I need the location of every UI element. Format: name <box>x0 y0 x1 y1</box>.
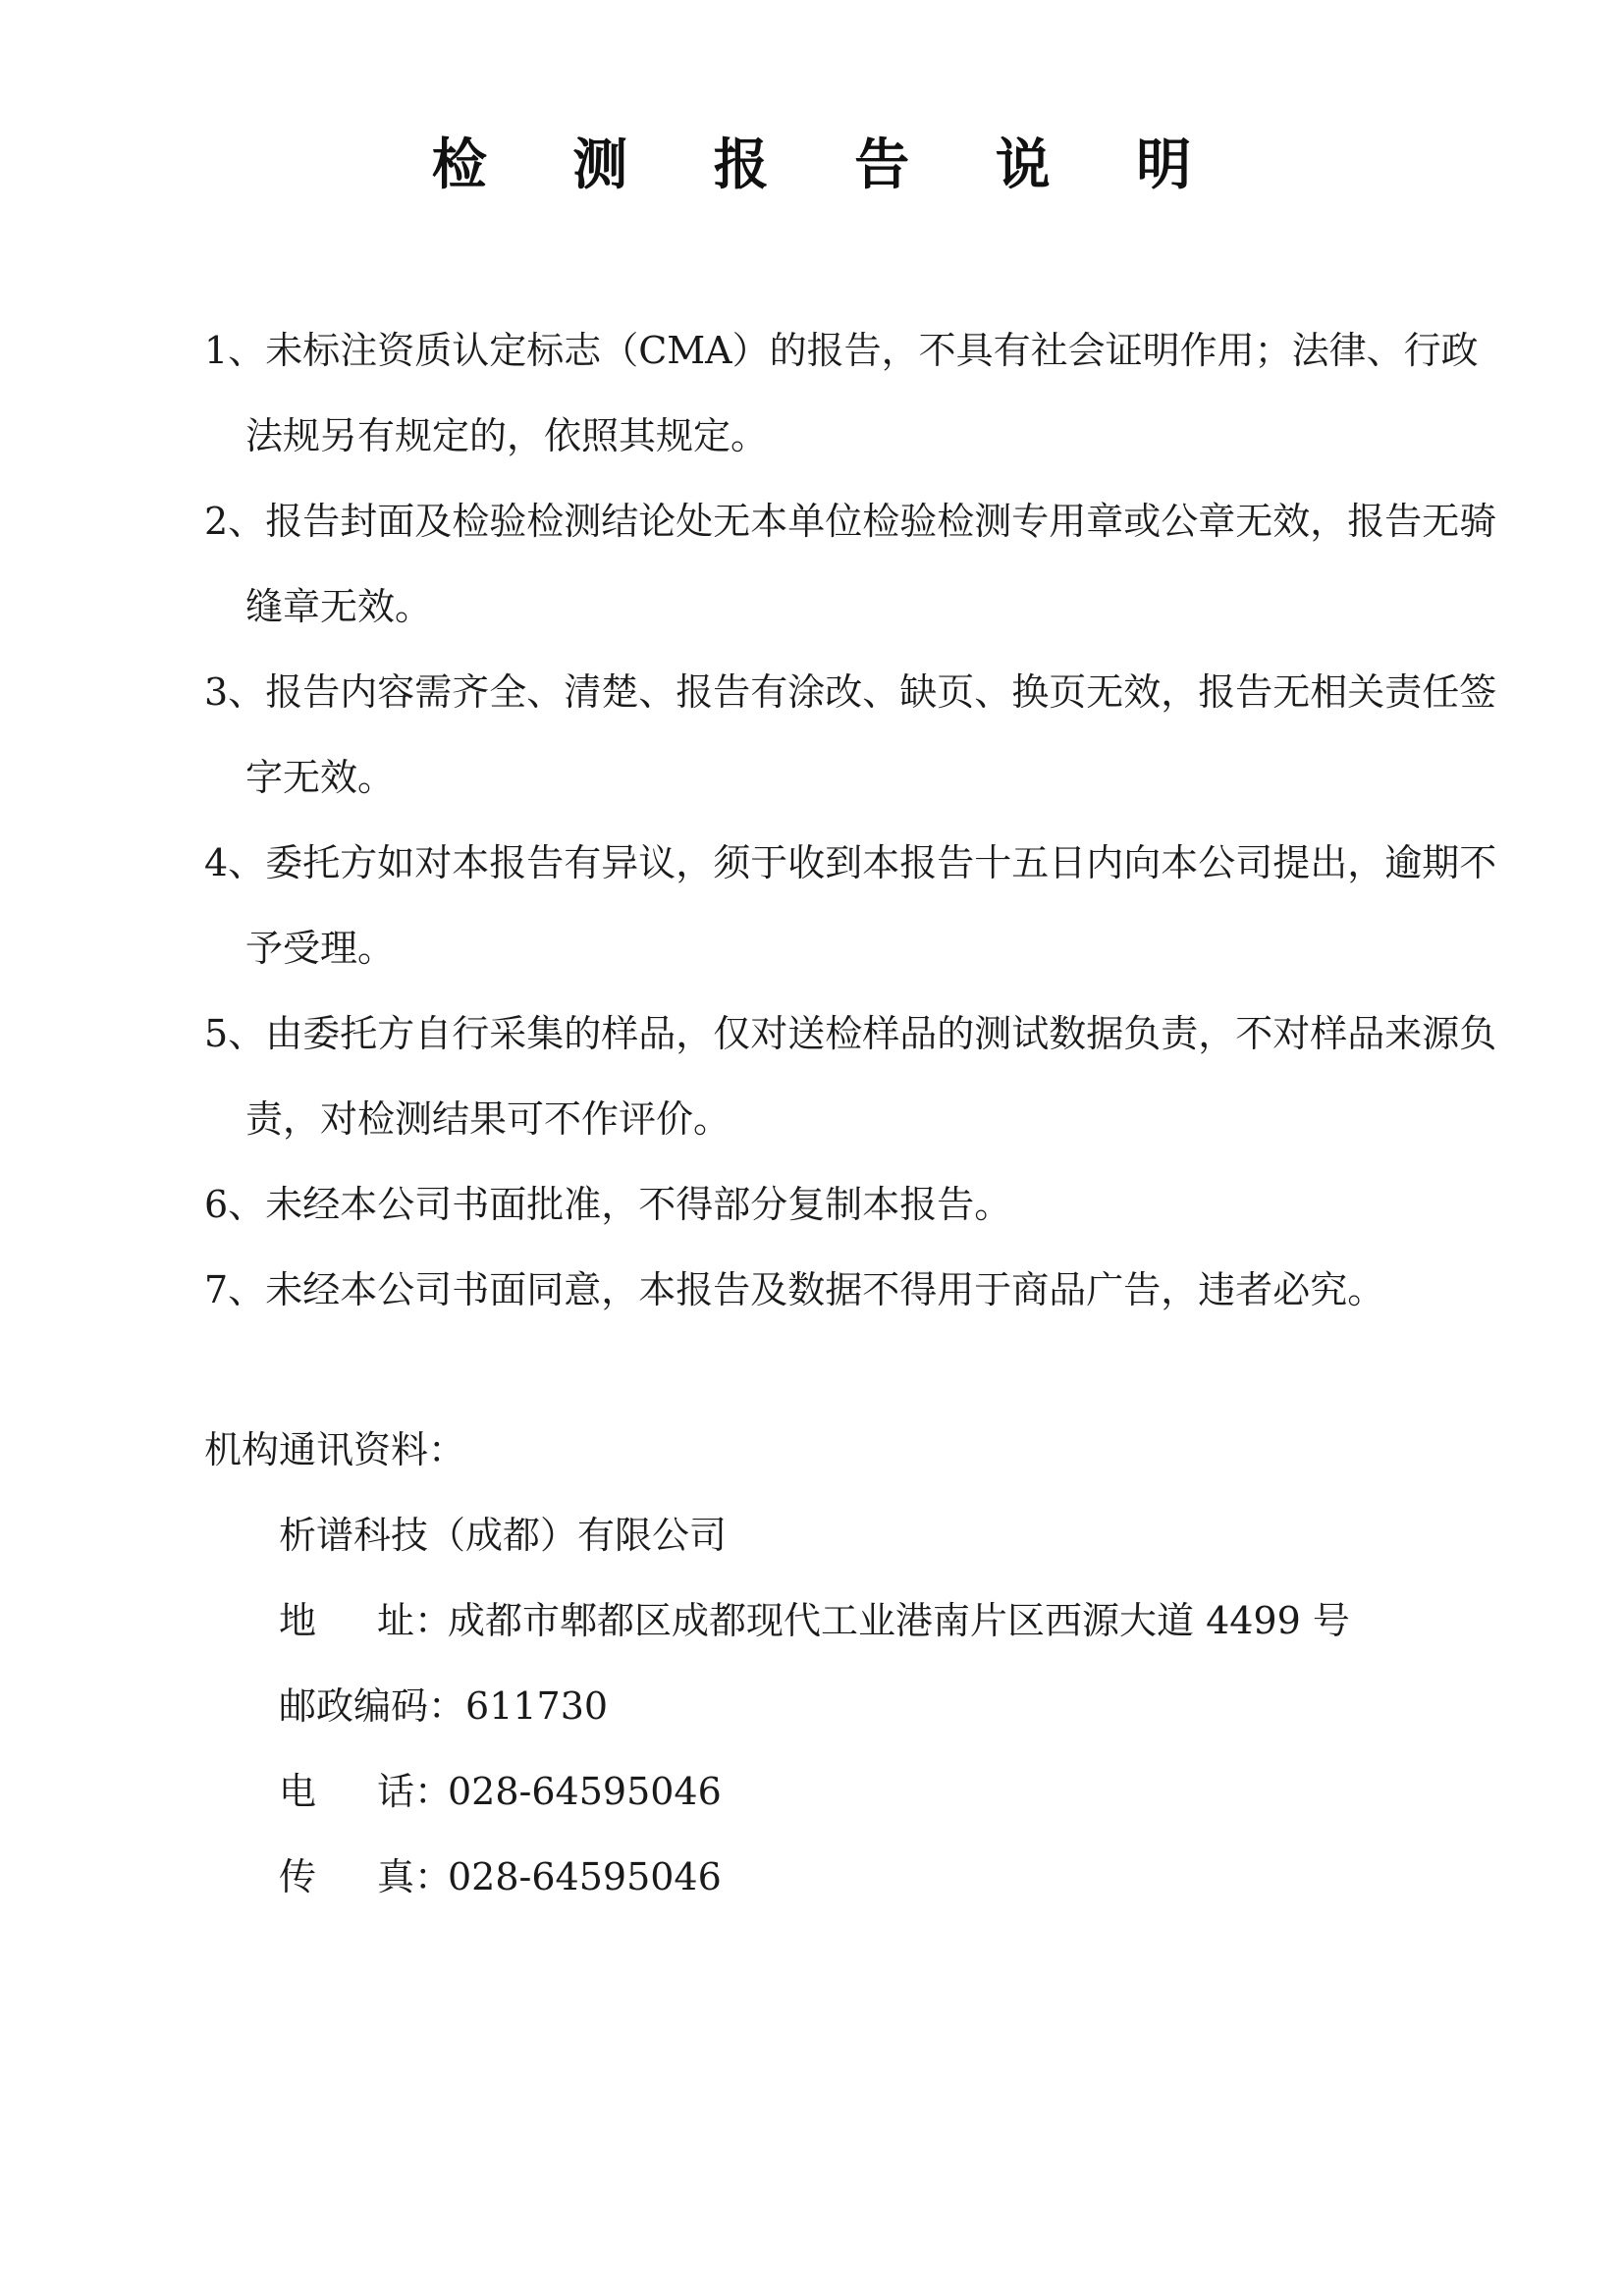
fax-label: 传 真： <box>279 1855 453 1898</box>
fax-row <box>279 1835 1350 1920</box>
contact-heading: 机构通讯资料： <box>204 1428 466 1471</box>
clause-text: 由委托方自行采集的样品，仅对送检样品的测试数据负责，不对样品来源负责，对检测结果可不作评价。 <box>245 1012 1497 1141</box>
clause-item <box>204 1248 1510 1333</box>
clause-text: 委托方如对本报告有异议，须于收到本报告十五日内向本公司提出，逾期不予受理。 <box>245 841 1497 970</box>
clause-number: 3、 <box>204 670 266 714</box>
clause-text: 未标注资质认定标志（CMA）的报告，不具有社会证明作用；法律、行政法规另有规定的，依照其规定。 <box>245 329 1479 457</box>
clause-item <box>204 650 1510 821</box>
clause-number: 1、 <box>204 329 266 372</box>
clause-item <box>204 821 1510 991</box>
clause-text: 未经本公司书面同意，本报告及数据不得用于商品广告，违者必究。 <box>265 1268 1385 1311</box>
clause-item <box>204 479 1510 650</box>
clause-number: 7、 <box>204 1268 266 1311</box>
clause-item <box>204 308 1510 479</box>
clause-text: 未经本公司书面批准，不得部分复制本报告。 <box>265 1183 1012 1226</box>
clause-number: 2、 <box>204 500 266 543</box>
contact-block <box>279 1493 1350 1920</box>
clause-item <box>204 991 1510 1162</box>
fax-value: 028-64595046 <box>448 1855 722 1898</box>
phone-label: 电 话： <box>279 1770 453 1813</box>
postcode-row <box>279 1664 1350 1749</box>
postcode-value: 611730 <box>465 1684 609 1728</box>
page-title: 检 测 报 告 说 明 <box>431 133 1225 197</box>
phone-row <box>279 1749 1350 1835</box>
phone-value: 028-64595046 <box>448 1770 722 1813</box>
clause-number: 5、 <box>204 1012 266 1055</box>
clause-text: 报告内容需齐全、清楚、报告有涂改、缺页、换页无效，报告无相关责任签字无效。 <box>245 670 1497 799</box>
address-row <box>279 1578 1350 1664</box>
company-name: 析谱科技（成都）有限公司 <box>279 1514 728 1557</box>
address-label: 地 址： <box>279 1599 453 1642</box>
clause-item <box>204 1162 1510 1248</box>
postcode-label: 邮政编码： <box>279 1684 466 1728</box>
clause-number: 4、 <box>204 841 266 884</box>
address-value: 成都市郫都区成都现代工业港南片区西源大道 4499 号 <box>448 1599 1350 1642</box>
clause-number: 6、 <box>204 1183 266 1226</box>
clause-list <box>204 308 1510 1333</box>
clause-text: 报告封面及检验检测结论处无本单位检验检测专用章或公章无效，报告无骑缝章无效。 <box>245 500 1497 628</box>
